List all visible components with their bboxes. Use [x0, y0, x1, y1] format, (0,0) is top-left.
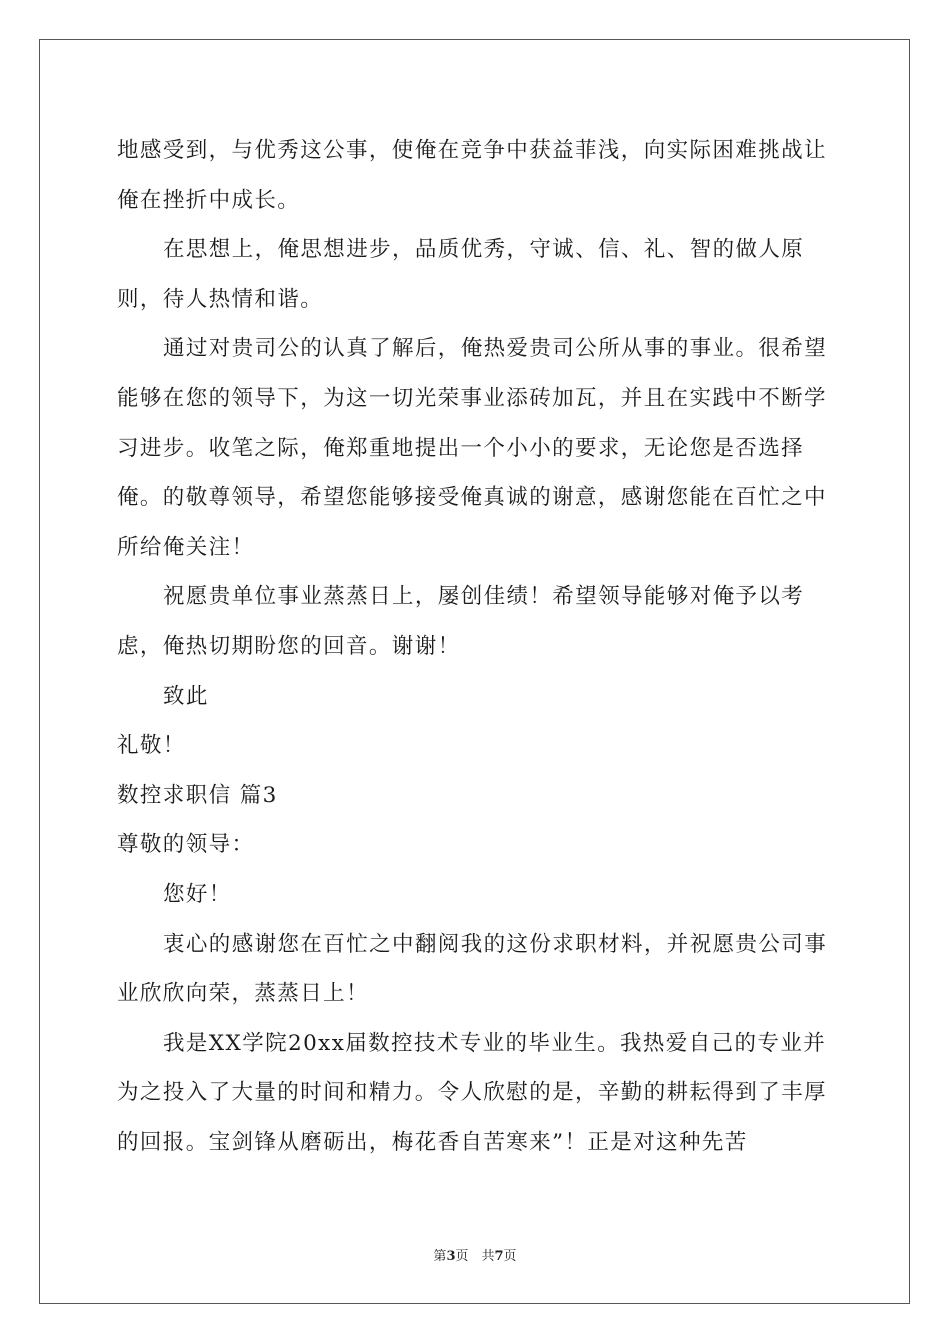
- paragraph-introduction: 我是XX学院20xx届数控技术专业的毕业生。我热爱自己的专业并为之投入了大量的时间和精力。令人欣慰的是，辛勤的耕耘得到了丰厚的回报。宝剑锋从磨砺出，梅花香自苦寒来”！正是对这种先苦: [117, 1030, 827, 1155]
- paragraph-3: 通过对贵司公的认真了解后，俺热爱贵司公所从事的事业。很希望能够在您的领导下，为这一切光荣事业添砖加瓦，并且在实践中不断学习进步。收笔之际，俺郑重地提出一个小小的要求，无论您是否选择俺。的敬尊领导，希望您能够接受俺真诚的谢意，感谢您能在百忙之中所给俺关注！: [117, 336, 828, 560]
- paragraph-thanks: 衷心的感谢您在百忙之中翻阅我的这份求职材料，并祝愿贵公司事业欣欣向荣，蒸蒸日上！: [117, 931, 828, 1007]
- document-body: [117, 126, 833, 1167]
- footer-total-pages: 7: [494, 1249, 504, 1264]
- closing-phrase: 致此: [163, 683, 209, 709]
- footer-current-page: 3: [446, 1249, 456, 1264]
- greeting-hello: 您好！: [163, 881, 232, 907]
- page-footer: [0, 1245, 950, 1264]
- salutation-closing: 礼敬！: [117, 733, 186, 759]
- footer-suffix: 页: [503, 1249, 517, 1264]
- section-title: 数控求职信 篇3: [117, 782, 278, 808]
- footer-prefix: 第: [433, 1249, 447, 1264]
- paragraph-2: 在思想上，俺思想进步，品质优秀，守诚、信、礼、智的做人原则，待人热情和谐。: [117, 237, 805, 312]
- greeting-recipient: 尊敬的领导：: [117, 832, 255, 858]
- paragraph-4: 祝愿贵单位事业蒸蒸日上，屡创佳绩！希望领导能够对俺予以考虑，俺热切期盼您的回音。谢谢！: [117, 584, 805, 659]
- footer-middle: 页 共: [455, 1249, 495, 1264]
- paragraph-1: 地感受到，与优秀这公事，使俺在竞争中获益菲浅，向实际困难挑战让俺在挫折中成长。: [117, 138, 827, 213]
